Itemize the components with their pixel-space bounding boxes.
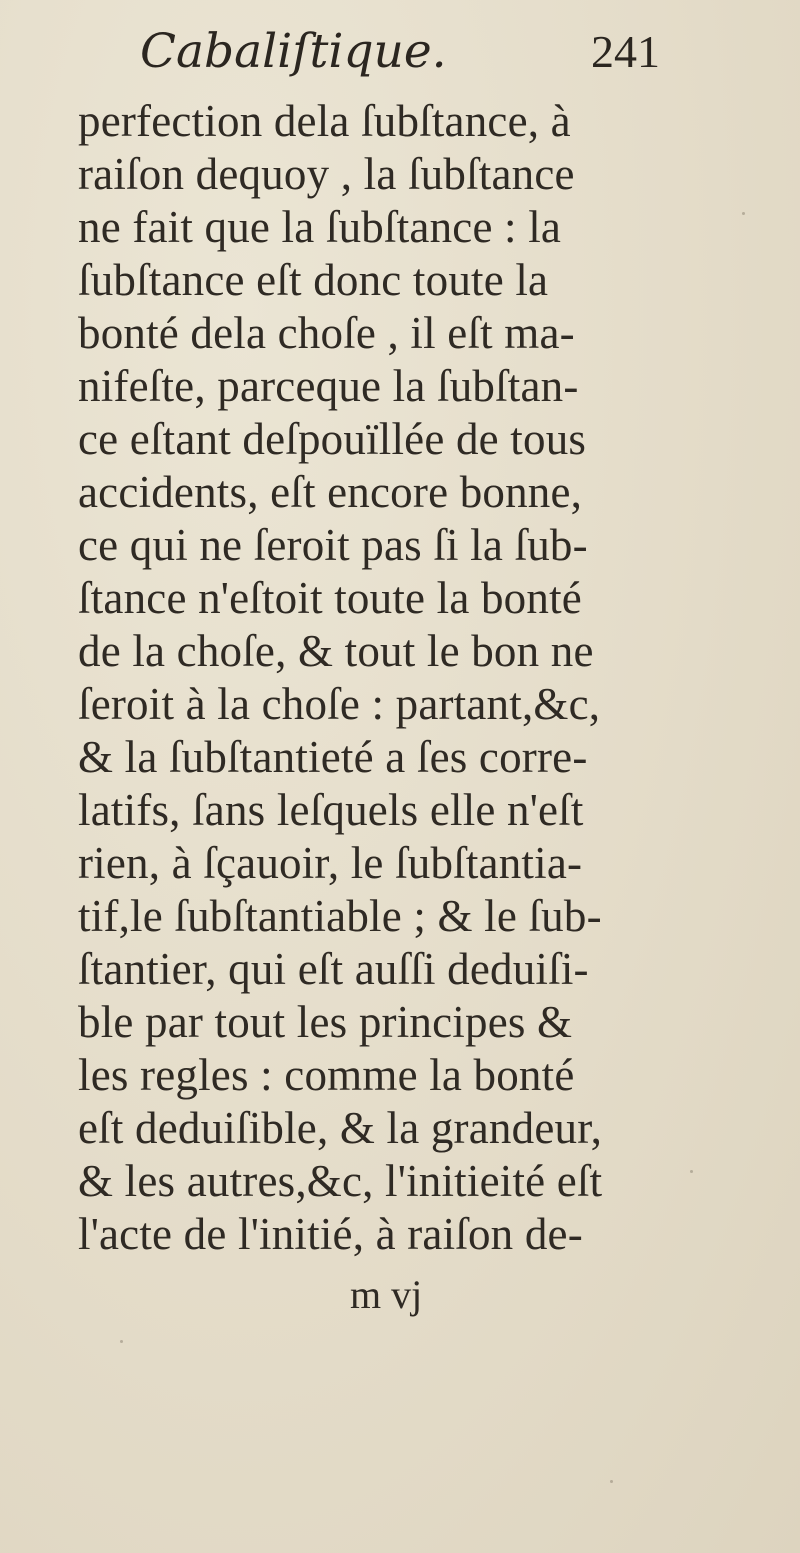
text-line: rien, à ſçauoir, le ſubſtantia- [78,838,583,888]
text-line: latifs, ſans leſquels elle n'eſt [78,785,584,835]
text-line: ſtantier, qui eſt auſſi deduiſi- [78,944,589,994]
text-line: ſubſtance eſt donc toute la [78,255,549,305]
page-number: 241 [591,26,660,77]
text-line: l'acte de l'initié, à raiſon de- [78,1209,583,1259]
paper-speck [120,1340,123,1343]
body-text [78,95,668,1261]
text-line: les regles : comme la bonté [78,1050,575,1100]
text-line: ce qui ne ſeroit pas ſi la ſub- [78,520,588,570]
text-line: accidents, eſt encore bonne, [78,467,583,517]
text-line: ne fait que la ſubſtance : la [78,202,562,252]
text-line: eſt deduiſible, & la grandeur, [78,1103,603,1153]
paper-speck [742,212,745,215]
text-line: tif,le ſubſtantiable ; & le ſub- [78,891,602,941]
text-line: ſeroit à la choſe : partant,&c, [78,679,601,729]
text-line: & la ſubſtantieté a ſes corre- [78,732,588,782]
page-header [140,22,660,92]
text-line: ce eſtant deſpouïllée de tous [78,414,587,464]
text-line: perfection dela ſubſtance, à [78,96,571,146]
paper-speck [610,1480,613,1483]
text-line: nifeſte, parceque la ſubſtan- [78,361,579,411]
text-line: de la choſe, & tout le bon ne [78,626,594,676]
signature-mark: m vj [350,1272,423,1317]
text-line: raiſon dequoy , la ſubſtance [78,149,575,199]
paper-speck [690,1170,693,1173]
text-line: ſtance n'eſtoit toute la bonté [78,573,582,623]
text-line: bonté dela choſe , il eſt ma- [78,308,575,358]
text-line: & les autres,&c, l'initieité eſt [78,1156,603,1206]
text-line: ble par tout les principes & [78,997,573,1047]
running-title: Cabaliſtique. [140,24,447,79]
